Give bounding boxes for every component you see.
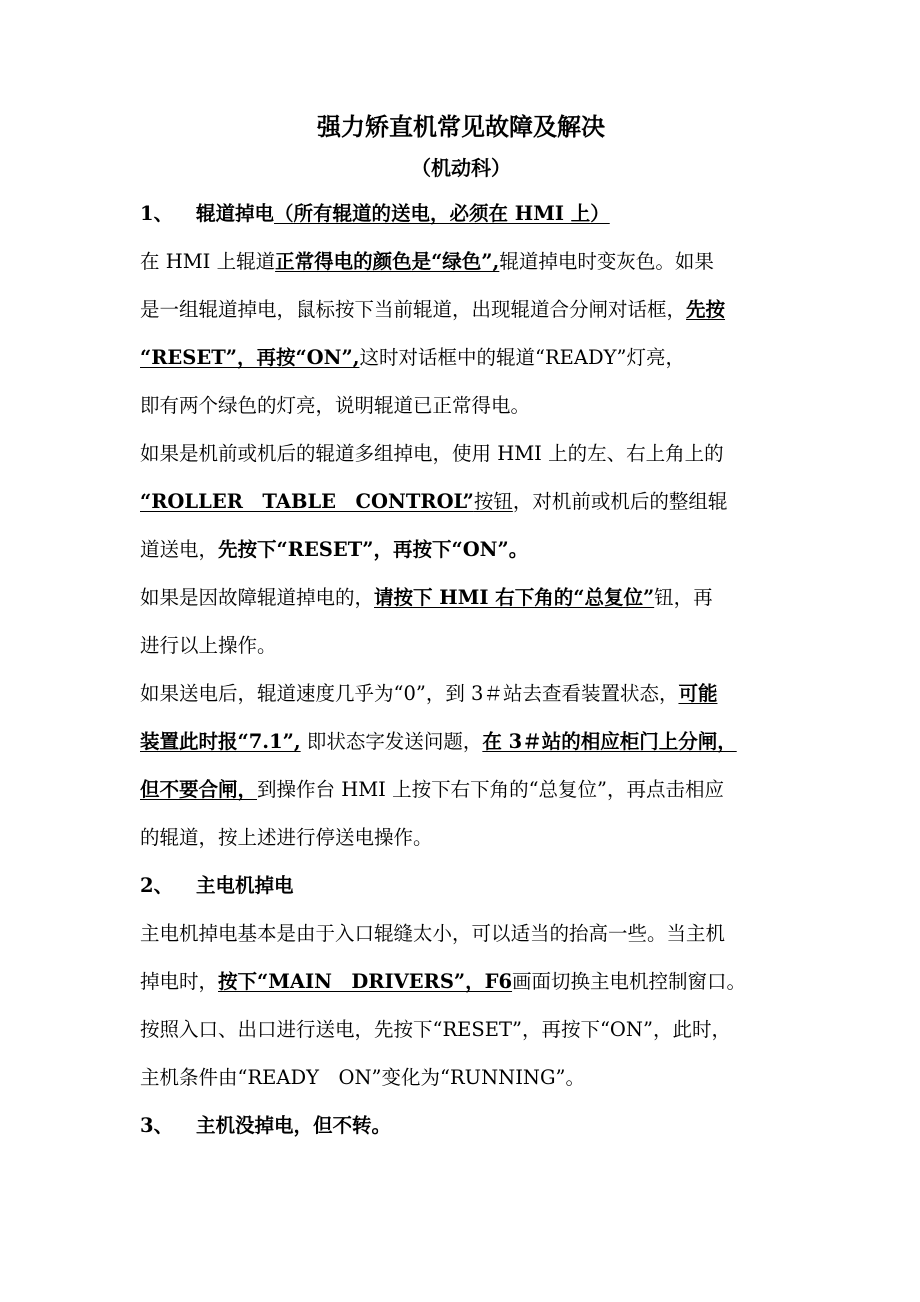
text-run: 如果是因故障辊道掉电的， [140,586,375,609]
emphasis-run: 在 3＃站的相应柜门上分闸， [482,730,737,753]
paragraph-line: 如果是机前或机后的辊道多组掉电，使用 HMI 上的左、右上角上的 [140,442,724,465]
paragraph-line [140,766,782,814]
section-1-number: 1、 [140,202,174,225]
paragraph-line: 主机条件由“READY ON”变化为“RUNNING”。 [140,1066,586,1089]
section-3-heading [140,1102,782,1150]
text-run: 在 HMI 上辊道 [140,250,276,273]
document-page [140,112,782,1150]
bold-run: 先按下“RESET”，再按下“ON”。 [218,538,529,561]
underline-run: 按钮 [473,490,513,513]
paragraph-line: 的辊道，按上述进行停送电操作。 [140,826,433,849]
section-1-heading [140,190,782,238]
paragraph-line: 主电机掉电基本是由于入口辊缝太小，可以适当的抬高一些。当主机 [140,922,726,945]
section-3-heading-text: 主机没掉电，但不转。 [196,1114,392,1137]
paragraph-line [140,478,782,526]
emphasis-run: “RESET”，再按“ON”, [140,346,360,369]
document-subtitle: （机动科） [411,156,511,180]
paragraph-line [140,238,782,286]
paragraph-line [140,526,782,574]
text-run: 钮，再 [654,586,713,609]
paragraph-line [140,286,782,334]
paragraph-line [140,958,782,1006]
paragraph-line: 进行以上操作。 [140,634,277,657]
text-run: ，对机前或机后的整组辊 [512,490,728,513]
paragraph-line: 按照入口、出口进行送电，先按下“RESET”，再按下“ON”，此时， [140,1018,731,1041]
text-run: 到操作台 HMI 上按下右下角的“总复位”，再点击相应 [257,778,725,801]
emphasis-run: 但不要合闸， [140,778,258,801]
text-run: 掉电时， [140,970,219,993]
text-run: 画面切换主电机控制窗口。 [512,970,747,993]
text-run: 是一组辊道掉电，鼠标按下当前辊道，出现辊道合分闸对话框， [140,298,687,321]
paragraph-line [140,670,782,718]
paragraph-line: 即有两个绿色的灯亮，说明辊道已正常得电。 [140,394,531,417]
section-2-heading [140,862,782,910]
section-2-heading-text: 主电机掉电 [196,874,294,897]
emphasis-run: 装置此时报“7.1”, [140,730,301,753]
paragraph-line [140,574,782,622]
section-1-heading-text: 辊道掉电 [196,202,275,225]
section-3-number: 3、 [140,1114,174,1137]
document-title: 强力矫直机常见故障及解决 [317,112,605,141]
emphasis-run: 正常得电的颜色是“绿色”, [275,250,500,273]
text-run: 即状态字发送问题， [300,730,483,753]
paragraph-line [140,334,782,382]
text-run: 如果送电后，辊道速度几乎为“0”，到 3＃站去查看装置状态， [140,682,679,705]
text-run: 辊道掉电时变灰色。如果 [499,250,714,273]
paragraph-line [140,718,782,766]
emphasis-run: 先按 [686,298,726,321]
section-2-number: 2、 [140,874,174,897]
emphasis-run: 按下“MAIN DRIVERS”，F6 [218,970,513,993]
emphasis-run: 请按下 HMI 右下角的“总复位” [374,586,655,609]
emphasis-run: “ROLLER TABLE CONTROL” [140,490,474,513]
text-run: 道送电， [140,538,219,561]
text-run: 这时对话框中的辊道“READY”灯亮， [359,346,685,369]
emphasis-run: 可能 [678,682,718,705]
section-1-heading-note: （所有辊道的送电，必须在 HMI 上） [274,202,610,225]
